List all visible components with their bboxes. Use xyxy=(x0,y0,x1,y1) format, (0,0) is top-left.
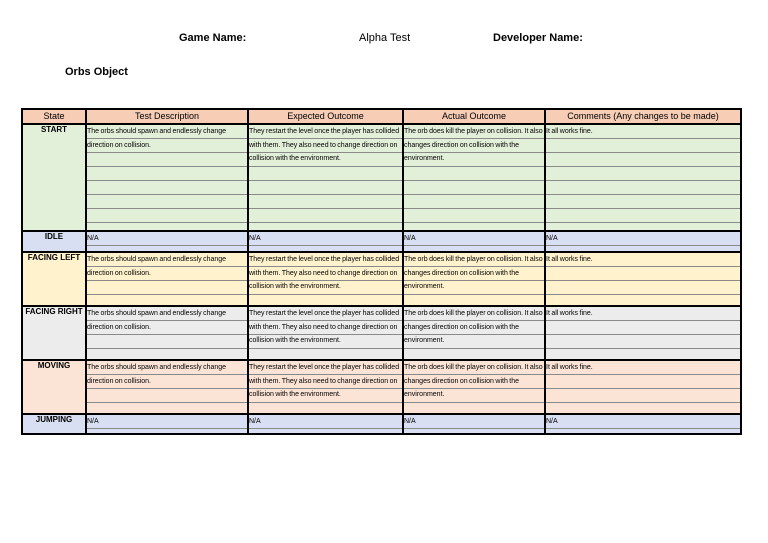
actual-cell: N/A xyxy=(403,414,545,434)
description-cell: The orbs should spawn and endlessly change direction on collision. xyxy=(86,252,248,306)
actual-cell: The orb does kill the player on collision. It also changes direction on collision with the environment. xyxy=(403,124,545,231)
column-header-test-description: Test Description xyxy=(86,109,248,124)
state-cell: FACING LEFT xyxy=(22,252,86,306)
description-cell: The orbs should spawn and endlessly change direction on collision. xyxy=(86,306,248,360)
header-row xyxy=(22,109,741,124)
table-row xyxy=(22,124,741,231)
expected-cell: N/A xyxy=(248,231,403,252)
description-cell: The orbs should spawn and endlessly change direction on collision. xyxy=(86,124,248,231)
column-header-actual-outcome: Actual Outcome xyxy=(403,109,545,124)
test-table xyxy=(21,108,742,435)
column-header-state: State xyxy=(22,109,86,124)
comments-cell: It all works fine. xyxy=(545,306,741,360)
actual-cell: N/A xyxy=(403,231,545,252)
state-cell: FACING RIGHT xyxy=(22,306,86,360)
description-cell: N/A xyxy=(86,414,248,434)
table-row xyxy=(22,252,741,306)
expected-cell: They restart the level once the player has collided with them. They also need to change direction on collision with the environment. xyxy=(248,306,403,360)
comments-cell: It all works fine. xyxy=(545,124,741,231)
comments-cell: It all works fine. xyxy=(545,360,741,414)
actual-cell: The orb does kill the player on collision. It also changes direction on collision with the environment. xyxy=(403,306,545,360)
expected-cell: N/A xyxy=(248,414,403,434)
section-title: Orbs Object xyxy=(65,66,128,78)
expected-cell: They restart the level once the player has collided with them. They also need to change direction on collision with the environment. xyxy=(248,124,403,231)
table-row xyxy=(22,360,741,414)
table-row xyxy=(22,306,741,360)
state-cell: IDLE xyxy=(22,231,86,252)
table-row xyxy=(22,414,741,434)
state-cell: START xyxy=(22,124,86,231)
description-cell: N/A xyxy=(86,231,248,252)
expected-cell: They restart the level once the player has collided with them. They also need to change direction on collision with the environment. xyxy=(248,252,403,306)
game-name-value: Alpha Test xyxy=(359,32,411,44)
state-cell: MOVING xyxy=(22,360,86,414)
column-header-expected-outcome: Expected Outcome xyxy=(248,109,403,124)
expected-cell: They restart the level once the player has collided with them. They also need to change direction on collision with the environment. xyxy=(248,360,403,414)
comments-cell: It all works fine. xyxy=(545,252,741,306)
comments-cell: N/A xyxy=(545,231,741,252)
developer-name-label: Developer Name: xyxy=(493,32,583,44)
description-cell: The orbs should spawn and endlessly change direction on collision. xyxy=(86,360,248,414)
state-cell: JUMPING xyxy=(22,414,86,434)
actual-cell: The orb does kill the player on collision. It also changes direction on collision with the environment. xyxy=(403,252,545,306)
table-row xyxy=(22,231,741,252)
game-name-label: Game Name: xyxy=(179,32,247,44)
column-header-comments: Comments (Any changes to be made) xyxy=(545,109,741,124)
actual-cell: The orb does kill the player on collision. It also changes direction on collision with the environment. xyxy=(403,360,545,414)
comments-cell: N/A xyxy=(545,414,741,434)
